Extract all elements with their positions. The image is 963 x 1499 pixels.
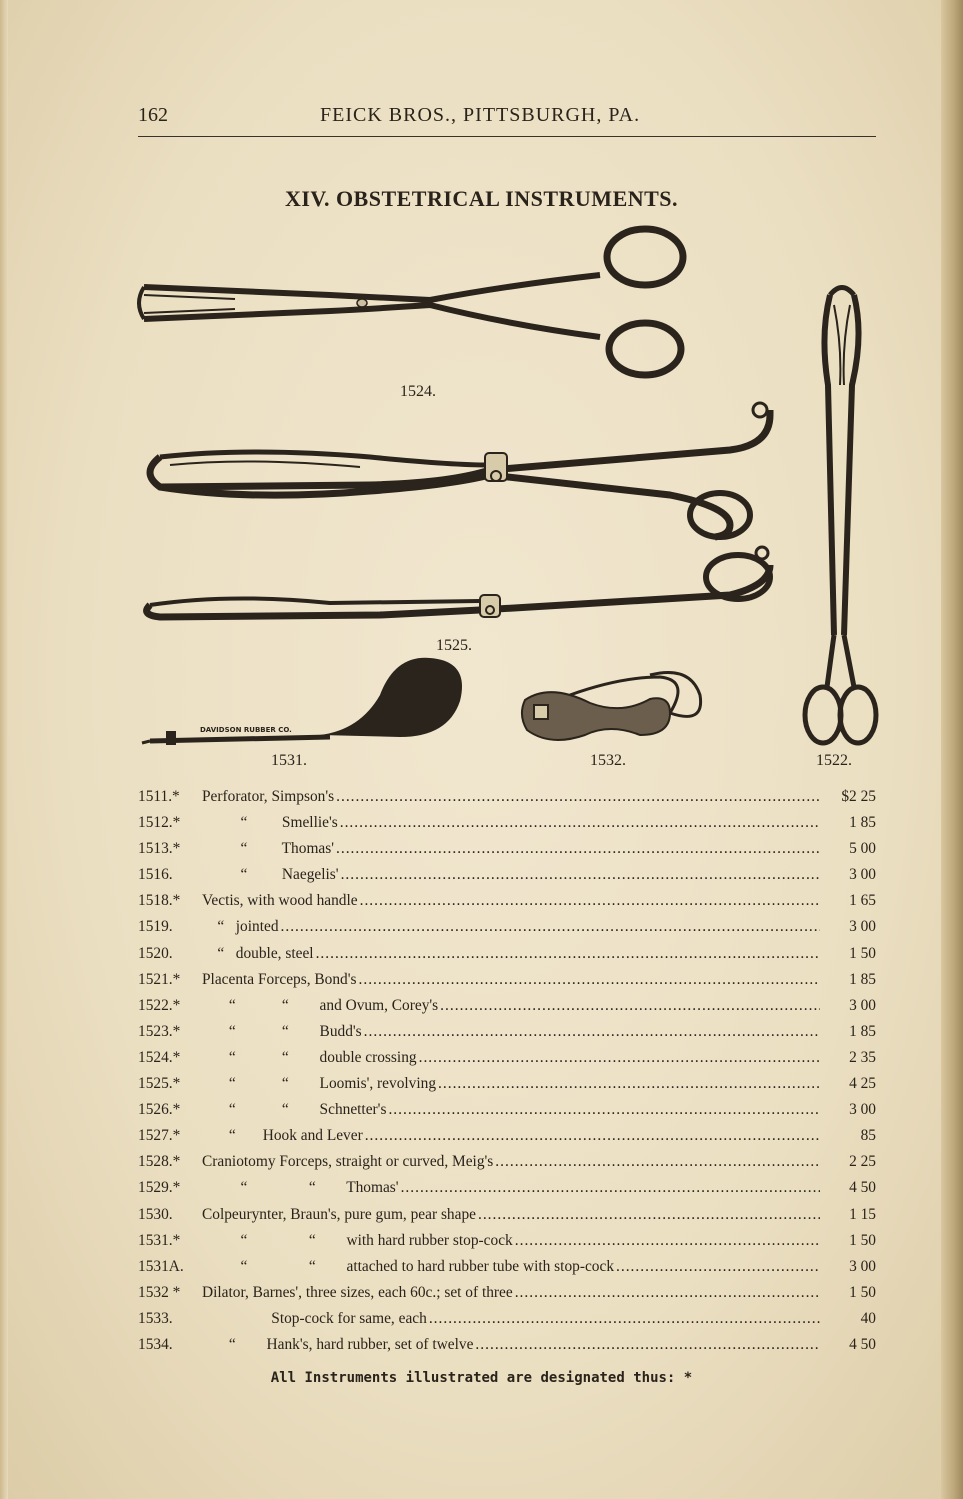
item-description: “ Naegelis' (202, 866, 339, 884)
item-price: 4 50 (849, 1335, 876, 1353)
item-price: 3 00 (849, 996, 876, 1014)
item-price: 40 (860, 1309, 876, 1327)
dilator-barnes-icon (522, 673, 701, 740)
item-number: 1521.* (138, 970, 181, 988)
item-line (202, 1280, 820, 1306)
leader-dots (359, 967, 820, 993)
item-number: 1523.* (138, 1022, 181, 1040)
item-description: “ “ Loomis', revolving (202, 1075, 437, 1093)
item-price: 3 00 (849, 918, 876, 936)
catalog-item-row (138, 993, 878, 1019)
catalog-item-row (138, 1149, 878, 1175)
item-number: 1519. (138, 918, 173, 936)
item-number: 1533. (138, 1309, 173, 1327)
illustration-svg (130, 225, 890, 785)
item-line (202, 1123, 820, 1149)
page-binding-edge (941, 0, 963, 1499)
item-price: 5 00 (849, 840, 876, 858)
item-line (202, 1228, 820, 1254)
item-price: 1 15 (849, 1205, 876, 1223)
item-price: 2 25 (849, 1153, 876, 1171)
item-description: Colpeurynter, Braun's, pure gum, pear shape (202, 1205, 476, 1223)
item-price: 3 00 (849, 1257, 876, 1275)
catalog-item-row (138, 1228, 878, 1254)
leader-dots (340, 810, 820, 836)
leader-dots (316, 941, 820, 967)
catalog-item-row (138, 784, 878, 810)
item-number: 1524.* (138, 1048, 181, 1066)
figure-label-1525: 1525. (436, 637, 472, 654)
catalog-item-row (138, 888, 878, 914)
item-number: 1512.* (138, 814, 181, 832)
catalog-item-row (138, 810, 878, 836)
item-price: 1 50 (849, 1231, 876, 1249)
colpeurynter-bulb-icon (142, 658, 462, 745)
item-description: “ “ and Ovum, Corey's (202, 996, 439, 1014)
item-price: 1 50 (849, 944, 876, 962)
item-number: 1522.* (138, 996, 181, 1014)
item-number: 1520. (138, 944, 173, 962)
item-line (202, 1306, 820, 1332)
item-price: 1 50 (849, 1283, 876, 1301)
item-line (202, 810, 820, 836)
item-line (202, 784, 820, 810)
catalog-item-row (138, 1254, 878, 1280)
figure-label-1531: 1531. (271, 752, 307, 769)
page-left-edge (0, 0, 8, 1499)
item-number: 1534. (138, 1335, 173, 1353)
item-price: 1 65 (849, 892, 876, 910)
catalog-item-row (138, 1045, 878, 1071)
item-description: “ “ with hard rubber stop-cock (202, 1231, 513, 1249)
leader-dots (475, 1332, 820, 1358)
item-line (202, 993, 820, 1019)
item-line (202, 1332, 820, 1358)
catalog-item-row (138, 1123, 878, 1149)
catalog-item-row (138, 1202, 878, 1228)
leader-dots (478, 1202, 820, 1228)
item-number: 1511.* (138, 788, 180, 805)
item-number: 1527.* (138, 1127, 181, 1145)
item-number: 1525.* (138, 1075, 181, 1093)
item-price: 85 (860, 1127, 876, 1145)
leader-dots (364, 1019, 820, 1045)
leader-dots (336, 836, 820, 862)
leader-dots (515, 1228, 820, 1254)
item-price: 4 25 (849, 1075, 876, 1093)
catalog-item-row (138, 1280, 878, 1306)
figure-label-1532: 1532. (590, 752, 626, 769)
leader-dots (429, 1306, 820, 1332)
catalog-item-row (138, 836, 878, 862)
forceps-double-crossing-icon (139, 229, 683, 375)
item-line (202, 1019, 820, 1045)
item-line (202, 1202, 820, 1228)
item-number: 1531A. (138, 1257, 184, 1275)
item-line (202, 1149, 820, 1175)
catalog-item-row (138, 1019, 878, 1045)
item-line (202, 836, 820, 862)
item-line (202, 1045, 820, 1071)
item-price: 1 85 (849, 814, 876, 832)
item-description: “ Hank's, hard rubber, set of twelve (202, 1335, 474, 1353)
leader-dots (281, 914, 820, 940)
item-number: 1516. (138, 866, 173, 884)
instrument-illustrations (130, 225, 890, 785)
item-line (202, 1097, 820, 1123)
catalog-item-row (138, 914, 878, 940)
leader-dots (341, 862, 820, 888)
item-line (202, 914, 820, 940)
item-price: $2 25 (841, 788, 876, 805)
item-number: 1530. (138, 1205, 173, 1223)
catalog-item-row (138, 1332, 878, 1358)
item-description: Placenta Forceps, Bond's (202, 970, 357, 988)
item-description: “ Smellie's (202, 814, 338, 832)
item-description: “ “ attached to hard rubber tube with stop-cock (202, 1257, 615, 1275)
item-number: 1513.* (138, 840, 181, 858)
item-number: 1531.* (138, 1231, 181, 1249)
forceps-loomis-revolving-icon (147, 403, 770, 617)
item-number: 1526.* (138, 1101, 181, 1119)
running-head: FEICK BROS., PITTSBURGH, PA. (320, 104, 641, 126)
price-list (138, 784, 878, 1358)
item-line (202, 967, 820, 993)
leader-dots (401, 1175, 820, 1201)
leader-dots (365, 1123, 820, 1149)
leader-dots (388, 1097, 820, 1123)
catalog-item-row (138, 967, 878, 993)
leader-dots (515, 1280, 820, 1306)
catalog-item-row (138, 1306, 878, 1332)
bulb-imprint: DAVIDSON RUBBER CO. (200, 726, 292, 734)
catalog-item-row (138, 1097, 878, 1123)
item-line (202, 941, 820, 967)
leader-dots (360, 888, 820, 914)
item-description: “ “ Budd's (202, 1022, 362, 1040)
item-description: “ “ double crossing (202, 1048, 417, 1066)
item-description: Dilator, Barnes', three sizes, each 60c.; set of three (202, 1283, 513, 1301)
item-description: “ “ Schnetter's (202, 1101, 387, 1119)
leader-dots (495, 1149, 820, 1175)
item-line (202, 1071, 820, 1097)
page-number: 162 (138, 104, 168, 126)
item-description: Craniotomy Forceps, straight or curved, Meig's (202, 1153, 494, 1171)
item-price: 4 50 (849, 1179, 876, 1197)
catalog-item-row (138, 862, 878, 888)
item-description: Vectis, with wood handle (202, 892, 358, 910)
item-description: “ “ Thomas' (202, 1179, 399, 1197)
catalog-item-row (138, 1175, 878, 1201)
item-price: 2 35 (849, 1048, 876, 1066)
leader-dots (438, 1071, 820, 1097)
leader-dots (336, 784, 820, 810)
footnote: All Instruments illustrated are designated thus: * (270, 1370, 693, 1386)
page-header (138, 100, 876, 137)
leader-dots (440, 993, 820, 1019)
item-price: 3 00 (849, 1101, 876, 1119)
catalog-item-row (138, 1071, 878, 1097)
item-line (202, 888, 820, 914)
item-description: “ double, steel (202, 944, 314, 962)
leader-dots (419, 1045, 820, 1071)
item-number: 1529.* (138, 1179, 181, 1197)
leader-dots (616, 1254, 820, 1280)
section-title: XIV. OBSTETRICAL INSTRUMENTS. (284, 186, 679, 211)
catalog-item-row (138, 941, 878, 967)
item-line (202, 862, 820, 888)
item-price: 3 00 (849, 866, 876, 884)
figure-label-1524: 1524. (400, 383, 436, 400)
placenta-ovum-forceps-icon (805, 288, 876, 744)
item-description: Perforator, Simpson's (202, 788, 335, 805)
item-number: 1532 * (138, 1283, 181, 1301)
item-number: 1528.* (138, 1153, 181, 1171)
figure-label-1522: 1522. (816, 752, 852, 769)
item-line (202, 1175, 820, 1201)
item-price: 1 85 (849, 970, 876, 988)
item-description: “ Thomas' (202, 840, 335, 858)
item-number: 1518.* (138, 892, 181, 910)
item-description: “ Hook and Lever (202, 1127, 363, 1145)
item-line (202, 1254, 820, 1280)
item-price: 1 85 (849, 1022, 876, 1040)
item-description: Stop-cock for same, each (202, 1309, 427, 1327)
item-description: “ jointed (202, 918, 279, 936)
